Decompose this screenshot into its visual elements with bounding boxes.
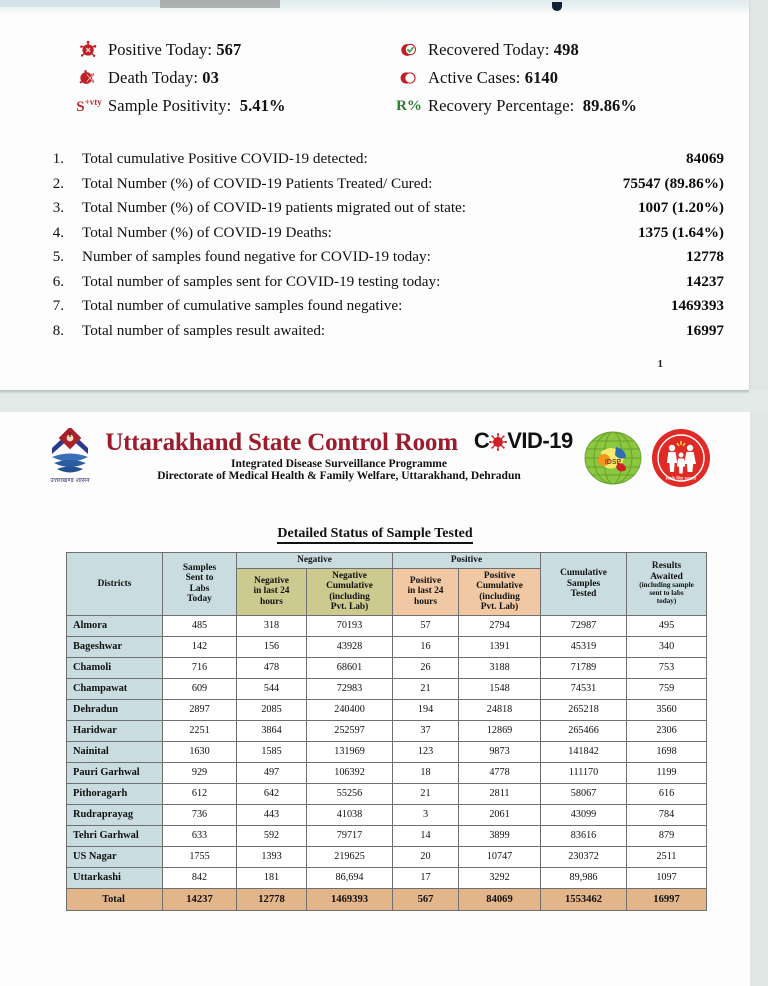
cell-cum: 72987 — [541, 615, 627, 636]
list-item — [38, 322, 724, 347]
col-header-negative-cumulative — [307, 568, 393, 615]
list-item-label: Total number of samples sent for COVID-19 testing today: — [82, 272, 441, 290]
cell-negcum: 131969 — [307, 741, 393, 762]
list-item-value: 12778 — [686, 248, 724, 265]
cell-await: 1199 — [627, 762, 707, 783]
cell-sent: 2897 — [163, 699, 237, 720]
cell-negcum: 106392 — [307, 762, 393, 783]
cell-cum: 230372 — [541, 846, 627, 867]
header-title-block — [104, 428, 574, 482]
cell-negcum: 252597 — [307, 720, 393, 741]
cell-poscum: 3292 — [459, 867, 541, 888]
cell-negcum: 86,694 — [307, 867, 393, 888]
stat-value: 5.41% — [239, 96, 286, 115]
cell-district: Champawat — [67, 678, 163, 699]
covid-wordmark-pre: C — [473, 428, 490, 453]
cell-cum: 83616 — [541, 825, 627, 846]
list-item-number: 2. — [52, 175, 64, 192]
table-row — [67, 825, 707, 846]
line: Pvt. Lab) — [480, 602, 519, 613]
cell-total-negcum: 1469393 — [307, 888, 393, 910]
stat-label: Positive Today: — [108, 40, 213, 59]
cell-poscum: 3188 — [459, 657, 541, 678]
cell-sent: 485 — [163, 615, 237, 636]
cell-district: Tehri Garhwal — [67, 825, 163, 846]
cell-await: 616 — [627, 783, 707, 804]
cell-total-await: 16997 — [627, 888, 707, 910]
col-header-districts: Districts — [67, 553, 163, 616]
table-row — [67, 741, 707, 762]
cell-sent: 842 — [163, 867, 237, 888]
cell-await: 495 — [627, 615, 707, 636]
stat-death-today — [70, 66, 390, 90]
report-page-one — [0, 0, 749, 390]
list-item-label: Total Number (%) of COVID-19 Patients Treated/ Cured: — [82, 174, 433, 192]
cell-neg24: 2085 — [237, 699, 307, 720]
list-item-number: 8. — [52, 322, 64, 339]
cell-neg24: 478 — [237, 657, 307, 678]
cell-neg24: 1585 — [237, 741, 307, 762]
table-header-group-row — [67, 553, 707, 569]
cell-neg24: 156 — [237, 636, 307, 657]
line: (including — [329, 591, 370, 602]
cell-pos24: 16 — [393, 636, 459, 657]
cell-cum: 71789 — [541, 657, 627, 678]
cell-await: 1698 — [627, 741, 707, 762]
cell-negcum: 240400 — [307, 699, 393, 720]
cell-total-sent: 14237 — [163, 888, 237, 910]
table-row — [67, 804, 707, 825]
list-item — [38, 150, 724, 175]
cell-await: 784 — [627, 804, 707, 825]
cell-negcum: 68601 — [307, 657, 393, 678]
list-item — [38, 297, 724, 322]
stat-value: 6140 — [524, 68, 559, 87]
cell-await: 2511 — [627, 846, 707, 867]
cell-poscum: 2061 — [459, 804, 541, 825]
cell-neg24: 497 — [237, 762, 307, 783]
cell-await: 753 — [627, 657, 707, 678]
col-header-samples-sent-today — [163, 553, 237, 616]
national-health-mission-emblem-icon — [650, 428, 712, 488]
cell-poscum: 1548 — [459, 678, 541, 699]
stat-label: Death Today: — [108, 68, 199, 87]
stat-positive-today — [70, 38, 390, 62]
cell-total-label: Total — [67, 888, 163, 910]
virus-active-icon — [390, 66, 428, 90]
emblem-caption: उत्तराखण्ड शासन — [50, 477, 90, 484]
list-item-label: Number of samples found negative for COVID-19 today: — [82, 248, 431, 265]
cell-pos24: 194 — [393, 699, 459, 720]
cell-negcum: 72983 — [307, 678, 393, 699]
cell-neg24: 3864 — [237, 720, 307, 741]
table-row — [67, 720, 707, 741]
cell-await: 340 — [627, 636, 707, 657]
list-item — [38, 175, 724, 200]
list-item-value: 14237 — [686, 272, 724, 290]
list-item-number: 1. — [52, 151, 64, 167]
summary-numbered-list — [38, 150, 724, 346]
stat-value: 03 — [202, 68, 219, 87]
detailed-sample-status-table — [66, 552, 707, 911]
list-item-number: 7. — [52, 298, 64, 314]
list-item-value: 16997 — [686, 321, 724, 339]
cell-cum: 58067 — [541, 783, 627, 804]
table-body — [67, 615, 707, 910]
page-number: 1 — [657, 358, 663, 370]
cell-poscum: 2794 — [459, 615, 541, 636]
list-item-number: 5. — [52, 249, 64, 265]
cell-district: Haridwar — [67, 720, 163, 741]
line: in last 24 — [253, 586, 290, 597]
cell-pos24: 21 — [393, 678, 459, 699]
list-item-value: 1007 (1.20%) — [637, 199, 724, 216]
list-item-value: 1375 (1.64%) — [637, 223, 724, 241]
stat-label: Recovery Percentage: — [428, 96, 575, 115]
line: Positive — [409, 575, 442, 586]
page-right-margin — [750, 412, 768, 986]
stat-recovered-today — [390, 38, 710, 62]
list-item — [38, 199, 724, 224]
covid-wordmark-post: VID-19 — [507, 428, 573, 453]
cell-sent: 633 — [163, 825, 237, 846]
cell-district: Nainital — [67, 741, 163, 762]
cell-district: Almora — [67, 615, 163, 636]
table-row — [67, 678, 707, 699]
cell-sent: 142 — [163, 636, 237, 657]
line: (including sample — [639, 581, 694, 590]
cell-cum: 43099 — [541, 804, 627, 825]
list-item — [38, 248, 724, 273]
line: Results — [651, 561, 682, 572]
stat-sample-positivity — [70, 94, 390, 118]
list-item-label: Total Number (%) of COVID-19 Deaths: — [82, 223, 332, 241]
cell-district: Rudraprayag — [67, 804, 163, 825]
idsp-globe-icon — [583, 430, 643, 486]
cell-pos24: 3 — [393, 804, 459, 825]
cell-negcum: 79717 — [307, 825, 393, 846]
cell-pos24: 21 — [393, 783, 459, 804]
stat-active-cases — [390, 66, 710, 90]
stats-row — [70, 92, 710, 120]
list-item-label: Total Number (%) of COVID-19 patients migrated out of state: — [82, 199, 467, 216]
cell-cum: 111170 — [541, 762, 627, 783]
list-item-number: 4. — [52, 224, 64, 241]
report-page-two — [0, 412, 750, 986]
stat-value: 89.86% — [582, 96, 637, 115]
cell-pos24: 20 — [393, 846, 459, 867]
line: Negative — [332, 570, 367, 581]
list-item-number: 3. — [52, 200, 64, 216]
line: Sent to — [185, 573, 214, 584]
table-row — [67, 657, 707, 678]
cell-district: US Nagar — [67, 846, 163, 867]
col-header-negative-24h — [237, 568, 307, 615]
line: today) — [656, 597, 677, 606]
line: Negative — [254, 575, 289, 586]
cell-cum: 265218 — [541, 699, 627, 720]
cell-await: 1097 — [627, 867, 707, 888]
document-header — [0, 422, 750, 500]
cell-await: 2306 — [627, 720, 707, 741]
cell-negcum: 70193 — [307, 615, 393, 636]
stat-sample-positivity-text — [108, 96, 286, 116]
cell-district: Bageshwar — [67, 636, 163, 657]
line: Awaited — [650, 571, 683, 582]
cell-cum: 74531 — [541, 678, 627, 699]
cell-district: Pauri Garhwal — [67, 762, 163, 783]
stat-label: Recovered Today: — [428, 40, 550, 59]
list-item-value: 75547 (89.86%) — [622, 174, 724, 192]
line: (including — [479, 591, 520, 602]
table-row — [67, 615, 707, 636]
cell-pos24: 57 — [393, 615, 459, 636]
table-title-text: Detailed Status of Sample Tested — [277, 526, 472, 544]
cell-neg24: 1393 — [237, 846, 307, 867]
cell-sent: 736 — [163, 804, 237, 825]
cell-neg24: 642 — [237, 783, 307, 804]
cell-district: Uttarkashi — [67, 867, 163, 888]
cell-negcum: 219625 — [307, 846, 393, 867]
stat-recovered-today-text — [428, 40, 579, 60]
cell-poscum: 1391 — [459, 636, 541, 657]
cell-poscum: 4778 — [459, 762, 541, 783]
cell-sent: 929 — [163, 762, 237, 783]
col-header-results-awaited — [627, 553, 707, 616]
cell-district: Chamoli — [67, 657, 163, 678]
stat-value: 498 — [553, 40, 579, 59]
virus-recovered-icon — [390, 38, 428, 62]
cell-sent: 716 — [163, 657, 237, 678]
cell-poscum: 3899 — [459, 825, 541, 846]
cell-neg24: 443 — [237, 804, 307, 825]
cell-negcum: 41038 — [307, 804, 393, 825]
table-title — [0, 526, 750, 542]
line: Samples — [566, 578, 601, 589]
svg-text:IDSP: IDSP — [604, 459, 622, 466]
header-subtitle-2: Directorate of Medical Health & Family Welfare, Uttarakhand, Dehradun — [157, 470, 521, 482]
page-separator-gap — [0, 390, 768, 412]
line: Today — [187, 594, 212, 605]
virus-glyph-icon — [489, 431, 507, 449]
line: Samples — [182, 562, 217, 573]
stat-label: Sample Positivity: — [108, 96, 232, 115]
cell-sent: 612 — [163, 783, 237, 804]
cell-pos24: 26 — [393, 657, 459, 678]
line: Cumulative — [326, 581, 373, 592]
table-row — [67, 699, 707, 720]
list-item — [38, 224, 724, 249]
cell-total-cum: 1553462 — [541, 888, 627, 910]
line: Labs — [189, 583, 210, 594]
cell-neg24: 592 — [237, 825, 307, 846]
list-item-value: 84069 — [686, 150, 724, 167]
cell-total-neg24: 12778 — [237, 888, 307, 910]
stats-row — [70, 36, 710, 64]
scan-artifact-mark — [552, 2, 562, 11]
stats-row — [70, 64, 710, 92]
covid-19-wordmark — [474, 428, 573, 454]
cell-pos24: 123 — [393, 741, 459, 762]
cell-await: 3560 — [627, 699, 707, 720]
cell-sent: 1630 — [163, 741, 237, 762]
page-top-edge-artifact — [0, 0, 749, 14]
cell-neg24: 544 — [237, 678, 307, 699]
col-header-positive-cumulative — [459, 568, 541, 615]
table-row — [67, 846, 707, 867]
cell-pos24: 18 — [393, 762, 459, 783]
cell-poscum: 10747 — [459, 846, 541, 867]
table-row — [67, 783, 707, 804]
stat-positive-today-text — [108, 40, 241, 60]
stat-label: Active Cases: — [428, 68, 521, 87]
cell-neg24: 181 — [237, 867, 307, 888]
col-group-header-positive: Positive — [393, 553, 541, 569]
stat-recovery-percentage — [390, 94, 710, 118]
cell-sent: 609 — [163, 678, 237, 699]
col-group-header-negative: Negative — [237, 553, 393, 569]
cell-district: Dehradun — [67, 699, 163, 720]
cell-await: 879 — [627, 825, 707, 846]
col-header-positive-24h — [393, 568, 459, 615]
cell-cum: 89,986 — [541, 867, 627, 888]
line: Cumulative — [476, 581, 523, 592]
cell-total-poscum: 84069 — [459, 888, 541, 910]
line: sent to labs — [649, 589, 684, 598]
virus-positive-icon — [70, 38, 108, 62]
cell-cum: 265466 — [541, 720, 627, 741]
sample-positivity-icon: $S^{+vty}$ — [76, 96, 102, 115]
cell-poscum: 24818 — [459, 699, 541, 720]
line: Tested — [570, 589, 597, 600]
cell-cum: 45319 — [541, 636, 627, 657]
line: Cumulative — [560, 568, 607, 579]
table-row — [67, 762, 707, 783]
line: in last 24 — [407, 586, 444, 597]
page-title: Uttarakhand State Control Room — [105, 429, 458, 456]
line: Pvt. Lab) — [330, 602, 369, 613]
cell-poscum: 2811 — [459, 783, 541, 804]
cell-sent: 1755 — [163, 846, 237, 867]
table-row — [67, 867, 707, 888]
cell-await: 759 — [627, 678, 707, 699]
stat-value: 567 — [216, 40, 242, 59]
cell-pos24: 37 — [393, 720, 459, 741]
line: hours — [260, 596, 283, 607]
line: Positive — [483, 570, 516, 581]
uttarakhand-government-emblem-icon — [28, 428, 112, 490]
cell-poscum: 9873 — [459, 741, 541, 762]
summary-stats-grid — [70, 36, 710, 120]
stat-death-today-text — [108, 68, 219, 88]
header-subtitle-1: Integrated Disease Surveillance Programme — [230, 458, 447, 470]
virus-death-icon — [70, 66, 108, 90]
cell-pos24: 17 — [393, 867, 459, 888]
cell-total-pos24: 567 — [393, 888, 459, 910]
cell-negcum: 43928 — [307, 636, 393, 657]
stat-recovery-percentage-text — [428, 96, 637, 116]
svg-text:सबके लिए स्वास्थ्य: सबके लिए स्वास्थ्य — [665, 477, 697, 482]
cell-district: Pithoragarh — [67, 783, 163, 804]
col-header-cumulative-samples-tested — [541, 553, 627, 616]
cell-neg24: 318 — [237, 615, 307, 636]
cell-negcum: 55256 — [307, 783, 393, 804]
stat-active-cases-text — [428, 68, 558, 88]
cell-poscum: 12869 — [459, 720, 541, 741]
list-item-label: Total number of cumulative samples found negative: — [82, 297, 403, 314]
recovery-percentage-icon: R% — [396, 97, 422, 114]
cell-pos24: 14 — [393, 825, 459, 846]
list-item — [38, 273, 724, 298]
line: hours — [414, 596, 437, 607]
table-row — [67, 636, 707, 657]
table-total-row — [67, 888, 707, 910]
list-item-value: 1469393 — [670, 297, 724, 314]
list-item-label: Total cumulative Positive COVID-19 detected: — [82, 150, 368, 167]
cell-sent: 2251 — [163, 720, 237, 741]
list-item-number: 6. — [52, 273, 64, 290]
cell-cum: 141842 — [541, 741, 627, 762]
list-item-label: Total number of samples result awaited: — [82, 321, 326, 339]
